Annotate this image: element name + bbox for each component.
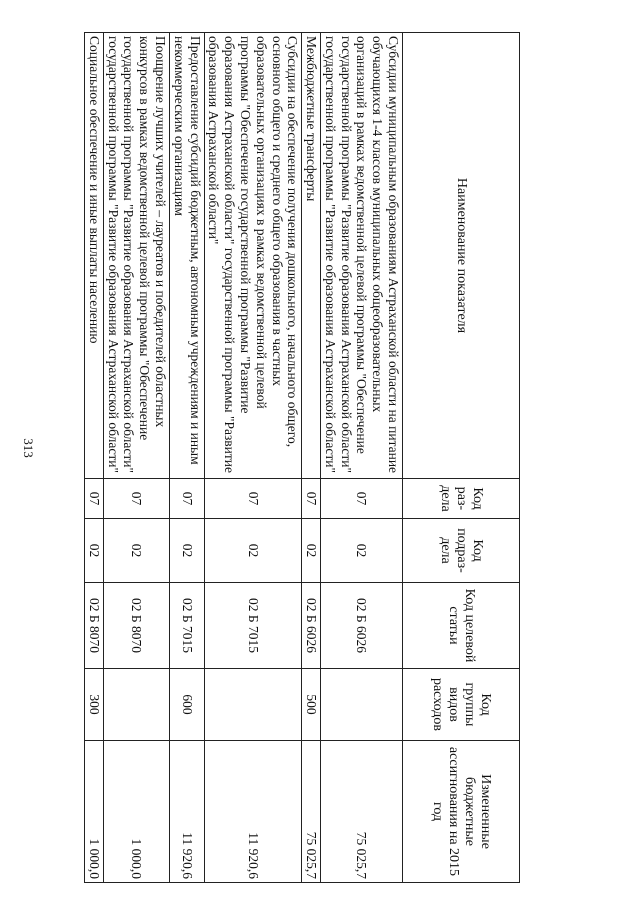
row-expense-group [321,669,403,741]
row-section: 07 [302,479,321,519]
row-section: 07 [204,479,302,519]
row-name: Субсидии на обеспечение получения дошкольного, начального общего, основного общего и среднего общего образования в частных образовательных организациях в рамках ведомственной целевой программы "Обеспечение государственной программы "Развитие образования Астраханской области" государственной программы "Развитие образования Астраханской области" [204,33,302,479]
header-expense-group-code: Код группы видов расходов [403,669,520,741]
row-subsection: 02 [302,519,321,583]
header-target-item-code: Код целевой статьи [403,583,520,669]
row-section: 07 [103,479,169,519]
header-section-code: Код раз- дела [403,479,520,519]
row-section: 07 [170,479,205,519]
table-row [85,33,104,883]
row-name: Поощрение лучших учителей – лауреатов и победителей областных конкурсов в рамках ведомственной целевой программы "Обеспечение государственной программы "Развитие образования Астраханской области" государственной программы "Развитие образования Астраханской области" [103,33,169,479]
row-amount: 75 025,7 [302,741,321,883]
row-name: Социальное обеспечение и иные выплаты населению [85,33,104,479]
row-target-item: 02 Б 6026 [321,583,403,669]
row-target-item: 02 Б 6026 [302,583,321,669]
row-subsection: 02 [85,519,104,583]
row-subsection: 02 [103,519,169,583]
row-amount: 75 025,7 [321,741,403,883]
table-row [103,33,169,883]
row-name: Субсидии муниципальным образованиям Астраханской области на питание обучающихся 1-4 классов муниципальных общеобразовательных организаций в рамках ведомственной целевой программы "Обеспечение государственной программы "Развитие образования Астраханской области" государственной программы "Развитие образования Астраханской области" [321,33,403,479]
row-amount: 11 920,6 [170,741,205,883]
table-row [321,33,403,883]
page-number: 313 [21,438,36,458]
budget-table [84,32,520,883]
row-name: Межбюджетные трансферты [302,33,321,479]
row-target-item: 02 Б 7015 [170,583,205,669]
row-subsection: 02 [170,519,205,583]
header-subsection-code: Код подраз- дела [403,519,520,583]
row-section: 07 [85,479,104,519]
table-row [204,33,302,883]
header-amount: Измененные бюджетные ассигнования на 2015 год [403,741,520,883]
row-amount: 1 000,0 [103,741,169,883]
row-amount: 1 000,0 [85,741,104,883]
table-row [302,33,321,883]
row-subsection: 02 [321,519,403,583]
table-header-row [403,33,520,883]
row-section: 07 [321,479,403,519]
row-expense-group: 600 [170,669,205,741]
row-expense-group [103,669,169,741]
row-expense-group [204,669,302,741]
row-name: Предоставление субсидий бюджетным, автономным учреждениям и иным некоммерческим организациям [170,33,205,479]
row-amount: 11 920,6 [204,741,302,883]
row-target-item: 02 Б 8070 [103,583,169,669]
row-subsection: 02 [204,519,302,583]
table-row [170,33,205,883]
row-expense-group: 300 [85,669,104,741]
row-target-item: 02 Б 7015 [204,583,302,669]
row-expense-group: 500 [302,669,321,741]
row-target-item: 02 Б 8070 [85,583,104,669]
header-name: Наименование показателя [403,33,520,479]
